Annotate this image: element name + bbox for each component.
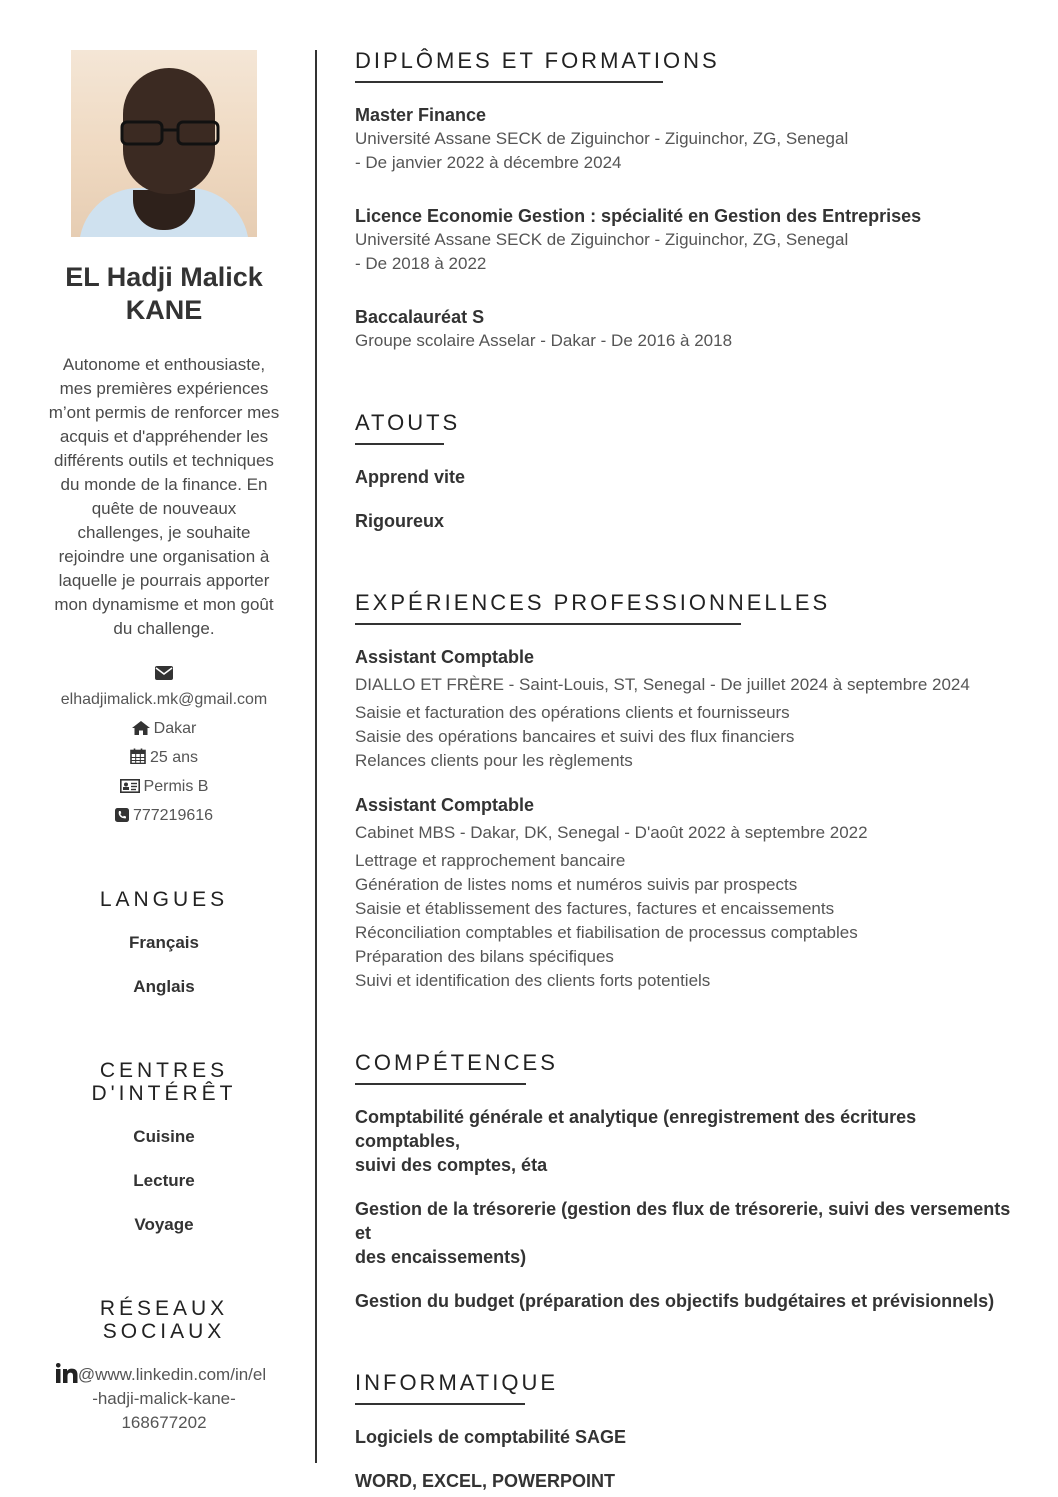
calendar-icon: [130, 748, 146, 764]
heading-underline: [355, 623, 741, 625]
main-content: [355, 48, 1020, 1493]
education-item: [355, 204, 1020, 276]
job-task: Lettrage et rapprochement bancaire: [355, 851, 626, 870]
skills-section: [355, 1050, 1020, 1313]
interest-item: Voyage: [134, 1215, 194, 1234]
profile-photo: [71, 50, 257, 237]
heading-underline: [355, 1403, 525, 1405]
skill-item: [355, 1105, 1020, 1177]
job-task: Génération de listes noms et numéros suivis par prospects: [355, 875, 798, 894]
linkedin-line3: 168677202: [121, 1413, 207, 1432]
column-divider: [315, 50, 317, 1463]
strengths-section: [355, 410, 1020, 533]
social-heading-line1: RÉSEAUX: [99, 1297, 229, 1320]
education-item: [355, 103, 1020, 175]
heading-underline: [355, 443, 444, 445]
job-task: Relances clients pour les règlements: [355, 751, 633, 770]
skill-line: Gestion de la trésorerie (gestion des flux de trésorerie, suivi des versements et: [355, 1199, 1011, 1243]
envelope-icon: [155, 666, 173, 680]
phone-icon: [115, 808, 129, 822]
strengths-heading: ATOUTS: [355, 410, 461, 435]
it-section: [355, 1370, 1020, 1493]
interests-heading-line2: D'INTÉRÊT: [91, 1082, 237, 1105]
age: 25 ans: [149, 749, 199, 766]
skill-line: Comptabilité générale et analytique (enregistrement des écritures comptables,: [355, 1107, 917, 1151]
job-task: Saisie et facturation des opérations clients et fournisseurs: [355, 703, 790, 722]
education-section: [355, 48, 1020, 353]
education-dates: - De janvier 2022 à décembre 2024: [355, 153, 622, 172]
job-task: Suivi et identification des clients forts potentiels: [355, 971, 711, 990]
job-task: Saisie et établissement des factures, factures et encaissements: [355, 899, 835, 918]
linkedin-icon: [56, 1363, 78, 1383]
job-task: Préparation des bilans spécifiques: [355, 947, 614, 966]
education-heading: DIPLÔMES ET FORMATIONS: [355, 48, 720, 73]
languages-heading: LANGUES: [99, 888, 229, 911]
skill-item: [355, 1197, 1020, 1269]
full-name: [40, 261, 288, 327]
name-line2: KANE: [125, 295, 203, 325]
language-item: Anglais: [133, 977, 195, 996]
experience-item: [355, 645, 1020, 773]
job-task: Réconciliation comptables et fiabilisation de processus comptables: [355, 923, 858, 942]
education-title: Baccalauréat S: [355, 307, 485, 327]
interests-heading: [40, 1059, 288, 1105]
interest-item: Cuisine: [133, 1127, 195, 1146]
experience-heading: EXPÉRIENCES PROFESSIONNELLES: [355, 590, 831, 615]
profile-summary: Autonome et enthousiaste, mes premières expériences m’ont permis de renforcer mes acquis et d'appréhender les différents outils et techniques du monde de la finance. En quête de nouveaux challenges, je souhaite rejoindre une organisation à laquelle je pourrais apporter mon dynamisme et mon goût du challenge.: [48, 355, 280, 638]
interests-section: [40, 1059, 288, 1235]
job-title: Assistant Comptable: [355, 795, 535, 815]
job-title: Assistant Comptable: [355, 647, 535, 667]
city: Dakar: [153, 720, 197, 737]
license: Permis B: [143, 778, 209, 795]
id-card-icon: [120, 779, 140, 793]
strength-item: Rigoureux: [355, 511, 445, 531]
education-school: Université Assane SECK de Ziguinchor - Ziguinchor, ZG, Senegal: [355, 230, 849, 249]
skill-item: [355, 1289, 1020, 1313]
job-company: Cabinet MBS - Dakar, DK, Senegal - D'août 2022 à septembre 2022: [355, 823, 868, 842]
heading-underline: [355, 81, 663, 83]
it-item: Logiciels de comptabilité SAGE: [355, 1427, 627, 1447]
contact-info: [40, 663, 288, 830]
education-school: Université Assane SECK de Ziguinchor - Ziguinchor, ZG, Senegal: [355, 129, 849, 148]
experience-section: [355, 590, 1020, 993]
social-heading: [40, 1297, 288, 1343]
interests-heading-line1: CENTRES: [99, 1059, 229, 1082]
it-item: WORD, EXCEL, POWERPOINT: [355, 1471, 616, 1491]
linkedin-line2: -hadji-malick-kane-: [92, 1389, 236, 1408]
linkedin-link[interactable]: [40, 1363, 288, 1435]
sidebar: [40, 50, 288, 1435]
interest-item: Lecture: [133, 1171, 195, 1190]
education-item: [355, 305, 1020, 353]
skills-heading: COMPÉTENCES: [355, 1050, 558, 1075]
skill-line: suivi des comptes, éta: [355, 1155, 548, 1175]
education-title: Master Finance: [355, 105, 487, 125]
it-heading: INFORMATIQUE: [355, 1370, 559, 1395]
job-task: Saisie des opérations bancaires et suivi des flux financiers: [355, 727, 795, 746]
email[interactable]: elhadjimalick.mk@gmail.com: [60, 691, 268, 708]
linkedin-line1: @www.linkedin.com/in/el: [77, 1365, 267, 1384]
skill-line: Gestion du budget (préparation des objectifs budgétaires et prévisionnels): [355, 1291, 995, 1311]
job-company: DIALLO ET FRÈRE - Saint-Louis, ST, Senegal - De juillet 2024 à septembre 2024: [355, 675, 970, 694]
social-heading-line2: SOCIAUX: [102, 1320, 226, 1343]
education-dates: - De 2018 à 2022: [355, 254, 487, 273]
strength-item: Apprend vite: [355, 467, 466, 487]
home-icon: [132, 721, 150, 735]
experience-item: [355, 793, 1020, 993]
languages-section: [40, 888, 288, 997]
heading-underline: [355, 1083, 526, 1085]
education-school: Groupe scolaire Asselar - Dakar - De 2016 à 2018: [355, 331, 733, 350]
phone: 777219616: [132, 807, 214, 824]
name-line1: EL Hadji Malick: [65, 262, 263, 292]
language-item: Français: [129, 933, 199, 952]
skill-line: des encaissements): [355, 1247, 527, 1267]
education-title: Licence Economie Gestion : spécialité en Gestion des Entreprises: [355, 206, 922, 226]
social-section: [40, 1297, 288, 1435]
